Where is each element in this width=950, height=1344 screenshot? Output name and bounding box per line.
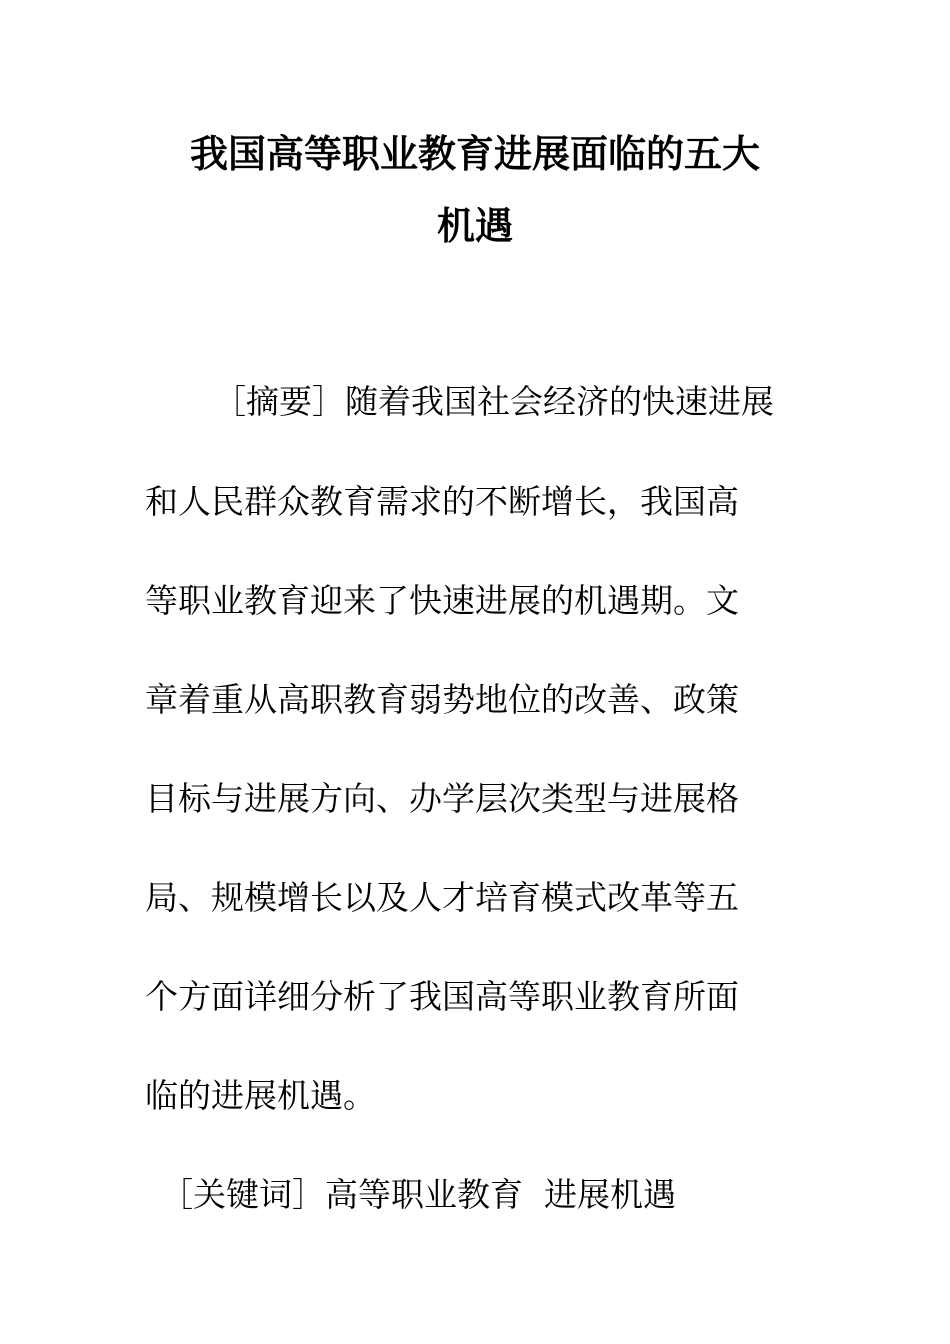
document-title-line-1: 我国高等职业教育进展面临的五大 bbox=[189, 131, 760, 176]
keywords-items: 高等职业教育 进展机遇 bbox=[325, 1175, 676, 1214]
keywords-line bbox=[160, 1175, 676, 1215]
abstract-line-4: 章着重从高职教育弱势地位的改善、政策 bbox=[145, 680, 739, 719]
abstract-line-1: ［摘要］随着我国社会经济的快速进展 bbox=[213, 382, 774, 421]
abstract-line-8: 临的进展机遇。 bbox=[145, 1076, 376, 1115]
abstract-line-2: 和人民群众教育需求的不断增长，我国高 bbox=[145, 482, 739, 521]
abstract-line-3: 等职业教育迎来了快速进展的机遇期。文 bbox=[145, 581, 739, 620]
document-title-line-2: 机遇 bbox=[436, 203, 513, 248]
abstract-line-7: 个方面详细分析了我国高等职业教育所面 bbox=[145, 977, 739, 1016]
keywords-label: ［关键词］ bbox=[160, 1175, 325, 1214]
abstract-line-6: 局、规模增长以及人才培育模式改革等五 bbox=[145, 878, 739, 917]
abstract-line-5: 目标与进展方向、办学层次类型与进展格 bbox=[145, 779, 739, 818]
